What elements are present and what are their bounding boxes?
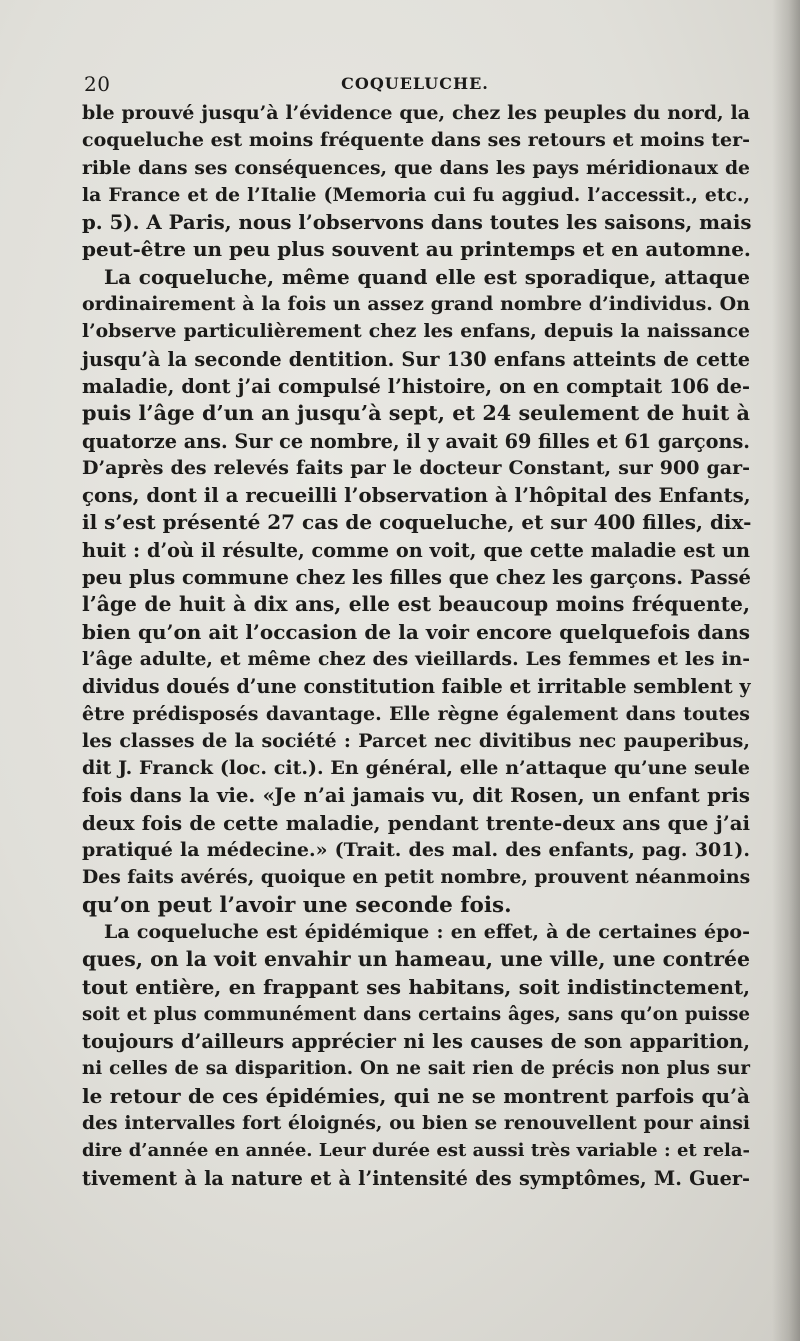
text-line: Des faits avérés, quoique en petit nombre, prouvent néanmoins xyxy=(82,866,751,889)
text-line: ques, on la voit envahir un hameau, une ville, une contrée xyxy=(82,947,751,972)
page-number: 20 xyxy=(84,72,111,96)
text-line: l’âge de huit à dix ans, elle est beaucoup moins fréquente, xyxy=(82,592,750,617)
text-line: soit et plus communément dans certains âges, sans qu’on puisse xyxy=(82,1003,750,1025)
text-line: tout entière, en frappant ses habitans, soit indistinctement, xyxy=(82,974,750,999)
text-line: il s’est présenté 27 cas de coqueluche, et sur 400 filles, dix- xyxy=(82,510,752,535)
text-line: ni celles de sa disparition. On ne sait rien de précis non plus sur xyxy=(82,1058,750,1080)
text-line: p. 5). A Paris, nous l’observons dans toutes les saisons, mais xyxy=(82,210,752,235)
text-line: D’après des relevés faits par le docteur Constant, sur 900 gar- xyxy=(82,456,750,479)
text-line: des intervalles fort éloignés, ou bien se renouvellent pour ainsi xyxy=(82,1111,750,1134)
text-line: dire d’année en année. Leur durée est aussi très variable : et rela- xyxy=(82,1140,750,1162)
text-line: l’âge adulte, et même chez des vieillards. Les femmes et les in- xyxy=(82,647,750,670)
text-line: jusqu’à la seconde dentition. Sur 130 enfans atteints de cette xyxy=(82,347,750,371)
text-line: coqueluche est moins fréquente dans ses retours et moins ter- xyxy=(82,129,750,152)
text-line: le retour de ces épidémies, qui ne se montrent parfois qu’à xyxy=(82,1083,750,1108)
text-line: La coqueluche, même quand elle est sporadique, attaque xyxy=(104,264,750,289)
text-line: maladie, dont j’ai compulsé l’histoire, on en comptait 106 de- xyxy=(82,374,750,398)
text-line: quatorze ans. Sur ce nombre, il y avait 69 filles et 61 garçons. xyxy=(82,429,750,453)
text-line: dit J. Franck (loc. cit.). En général, elle n’attaque qu’une seule xyxy=(82,757,750,780)
text-line: deux fois de cette maladie, pendant trente-deux ans que j’ai xyxy=(82,810,750,835)
text-line: puis l’âge d’un an jusqu’à sept, et 24 seulement de huit à xyxy=(82,401,750,426)
text-line: La coqueluche est épidémique : en effet, à de certaines épo- xyxy=(104,920,750,943)
page-edge-shadow xyxy=(772,0,800,1341)
text-line: les classes de la société : Parcet nec divitibus nec pauperibus, xyxy=(82,729,750,752)
text-line: la France et de l’Italie (Memoria cui fu aggiud. l’accessit., etc., xyxy=(82,183,750,206)
text-line: peut-être un peu plus souvent au printemps et en automne. xyxy=(82,237,751,262)
running-title: COQUELUCHE. xyxy=(341,74,489,93)
text-line: pratiqué la médecine.» (Trait. des mal. des enfants, pag. 301). xyxy=(82,839,750,862)
running-head xyxy=(84,72,746,100)
text-line: peu plus commune chez les filles que chez les garçons. Passé xyxy=(82,566,751,590)
text-line: çons, dont il a recueilli l’observation à l’hôpital des Enfants, xyxy=(82,483,751,508)
text-line: bien qu’on ait l’occasion de la voir encore quelquefois dans xyxy=(82,619,750,644)
text-line: l’observe particulièrement chez les enfans, depuis la naissance xyxy=(82,320,750,343)
text-line: huit : d’où il résulte, comme on voit, que cette maladie est un xyxy=(82,538,750,562)
text-line: ordinairement à la fois un assez grand nombre d’individus. On xyxy=(82,293,750,316)
body-text xyxy=(82,100,750,1192)
text-line: rible dans ses conséquences, que dans les pays méridionaux de xyxy=(82,156,750,179)
text-line: dividus doués d’une constitution faible et irritable semblent y xyxy=(82,675,751,699)
text-line: fois dans la vie. «Je n’ai jamais vu, dit Rosen, un enfant pris xyxy=(82,783,750,808)
text-line: ble prouvé jusqu’à l’évidence que, chez les peuples du nord, la xyxy=(82,102,750,124)
text-line: toujours d’ailleurs apprécier ni les causes de son apparition, xyxy=(82,1030,750,1054)
text-line: qu’on peut l’avoir une seconde fois. xyxy=(82,892,512,918)
text-line: tivement à la nature et à l’intensité des symptômes, M. Guer- xyxy=(82,1166,750,1190)
text-line: être prédisposés davantage. Elle règne également dans toutes xyxy=(82,702,750,725)
